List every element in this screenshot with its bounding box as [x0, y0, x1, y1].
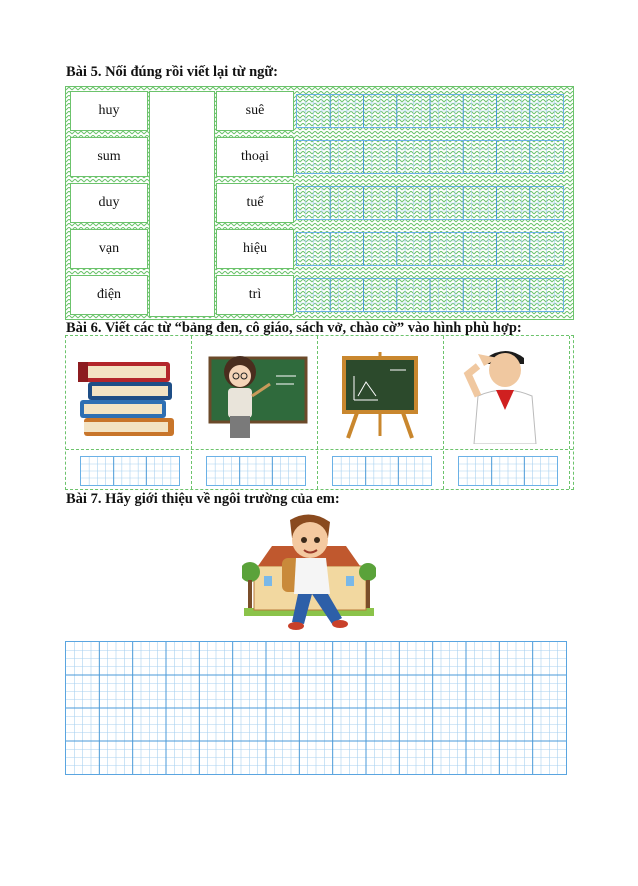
- matching-row: [66, 271, 573, 317]
- exercise-5-frame: [65, 86, 574, 320]
- exercise-5-title: Bài 5. Nối đúng rồi viết lại từ ngữ:: [66, 64, 278, 80]
- picture-cell: [318, 336, 444, 489]
- writing-grid[interactable]: [296, 232, 564, 266]
- writing-grid[interactable]: [296, 278, 564, 312]
- teacher-picture: [196, 340, 312, 444]
- right-word[interactable]: thoại: [216, 137, 294, 177]
- right-word[interactable]: trì: [216, 275, 294, 315]
- writing-grid[interactable]: [296, 94, 564, 128]
- left-word[interactable]: huy: [70, 91, 148, 131]
- left-word[interactable]: vạn: [70, 229, 148, 269]
- matching-row: [66, 133, 573, 179]
- exercise-7-title: Bài 7. Hãy giới thiệu về ngôi trường của em:: [66, 491, 340, 507]
- right-word[interactable]: hiệu: [216, 229, 294, 269]
- exercise-6-title: Bài 6. Viết các từ “bảng đen, cô giáo, sách vở, chào cờ” vào hình phù hợp:: [66, 320, 522, 336]
- school-boy-illustration: [242, 510, 376, 636]
- left-word[interactable]: duy: [70, 183, 148, 223]
- picture-cell: [444, 336, 570, 489]
- left-word[interactable]: điện: [70, 275, 148, 315]
- writing-grid[interactable]: [296, 140, 564, 174]
- writing-grid[interactable]: [296, 186, 564, 220]
- books-picture: [70, 340, 186, 444]
- row-divider: [66, 449, 573, 450]
- blackboard-picture: [322, 340, 438, 444]
- picture-cell: [192, 336, 318, 489]
- salute-picture: [448, 340, 564, 444]
- matching-row: [66, 225, 573, 271]
- writing-grid[interactable]: [80, 456, 180, 486]
- matching-row: [66, 179, 573, 225]
- writing-grid[interactable]: [332, 456, 432, 486]
- right-word[interactable]: suê: [216, 91, 294, 131]
- picture-cell: [66, 336, 192, 489]
- writing-grid[interactable]: [458, 456, 558, 486]
- matching-row: [66, 87, 573, 133]
- writing-grid[interactable]: [206, 456, 306, 486]
- right-word[interactable]: tuế: [216, 183, 294, 223]
- writing-grid[interactable]: [65, 641, 567, 775]
- left-word[interactable]: sum: [70, 137, 148, 177]
- exercise-6-table: [65, 335, 574, 490]
